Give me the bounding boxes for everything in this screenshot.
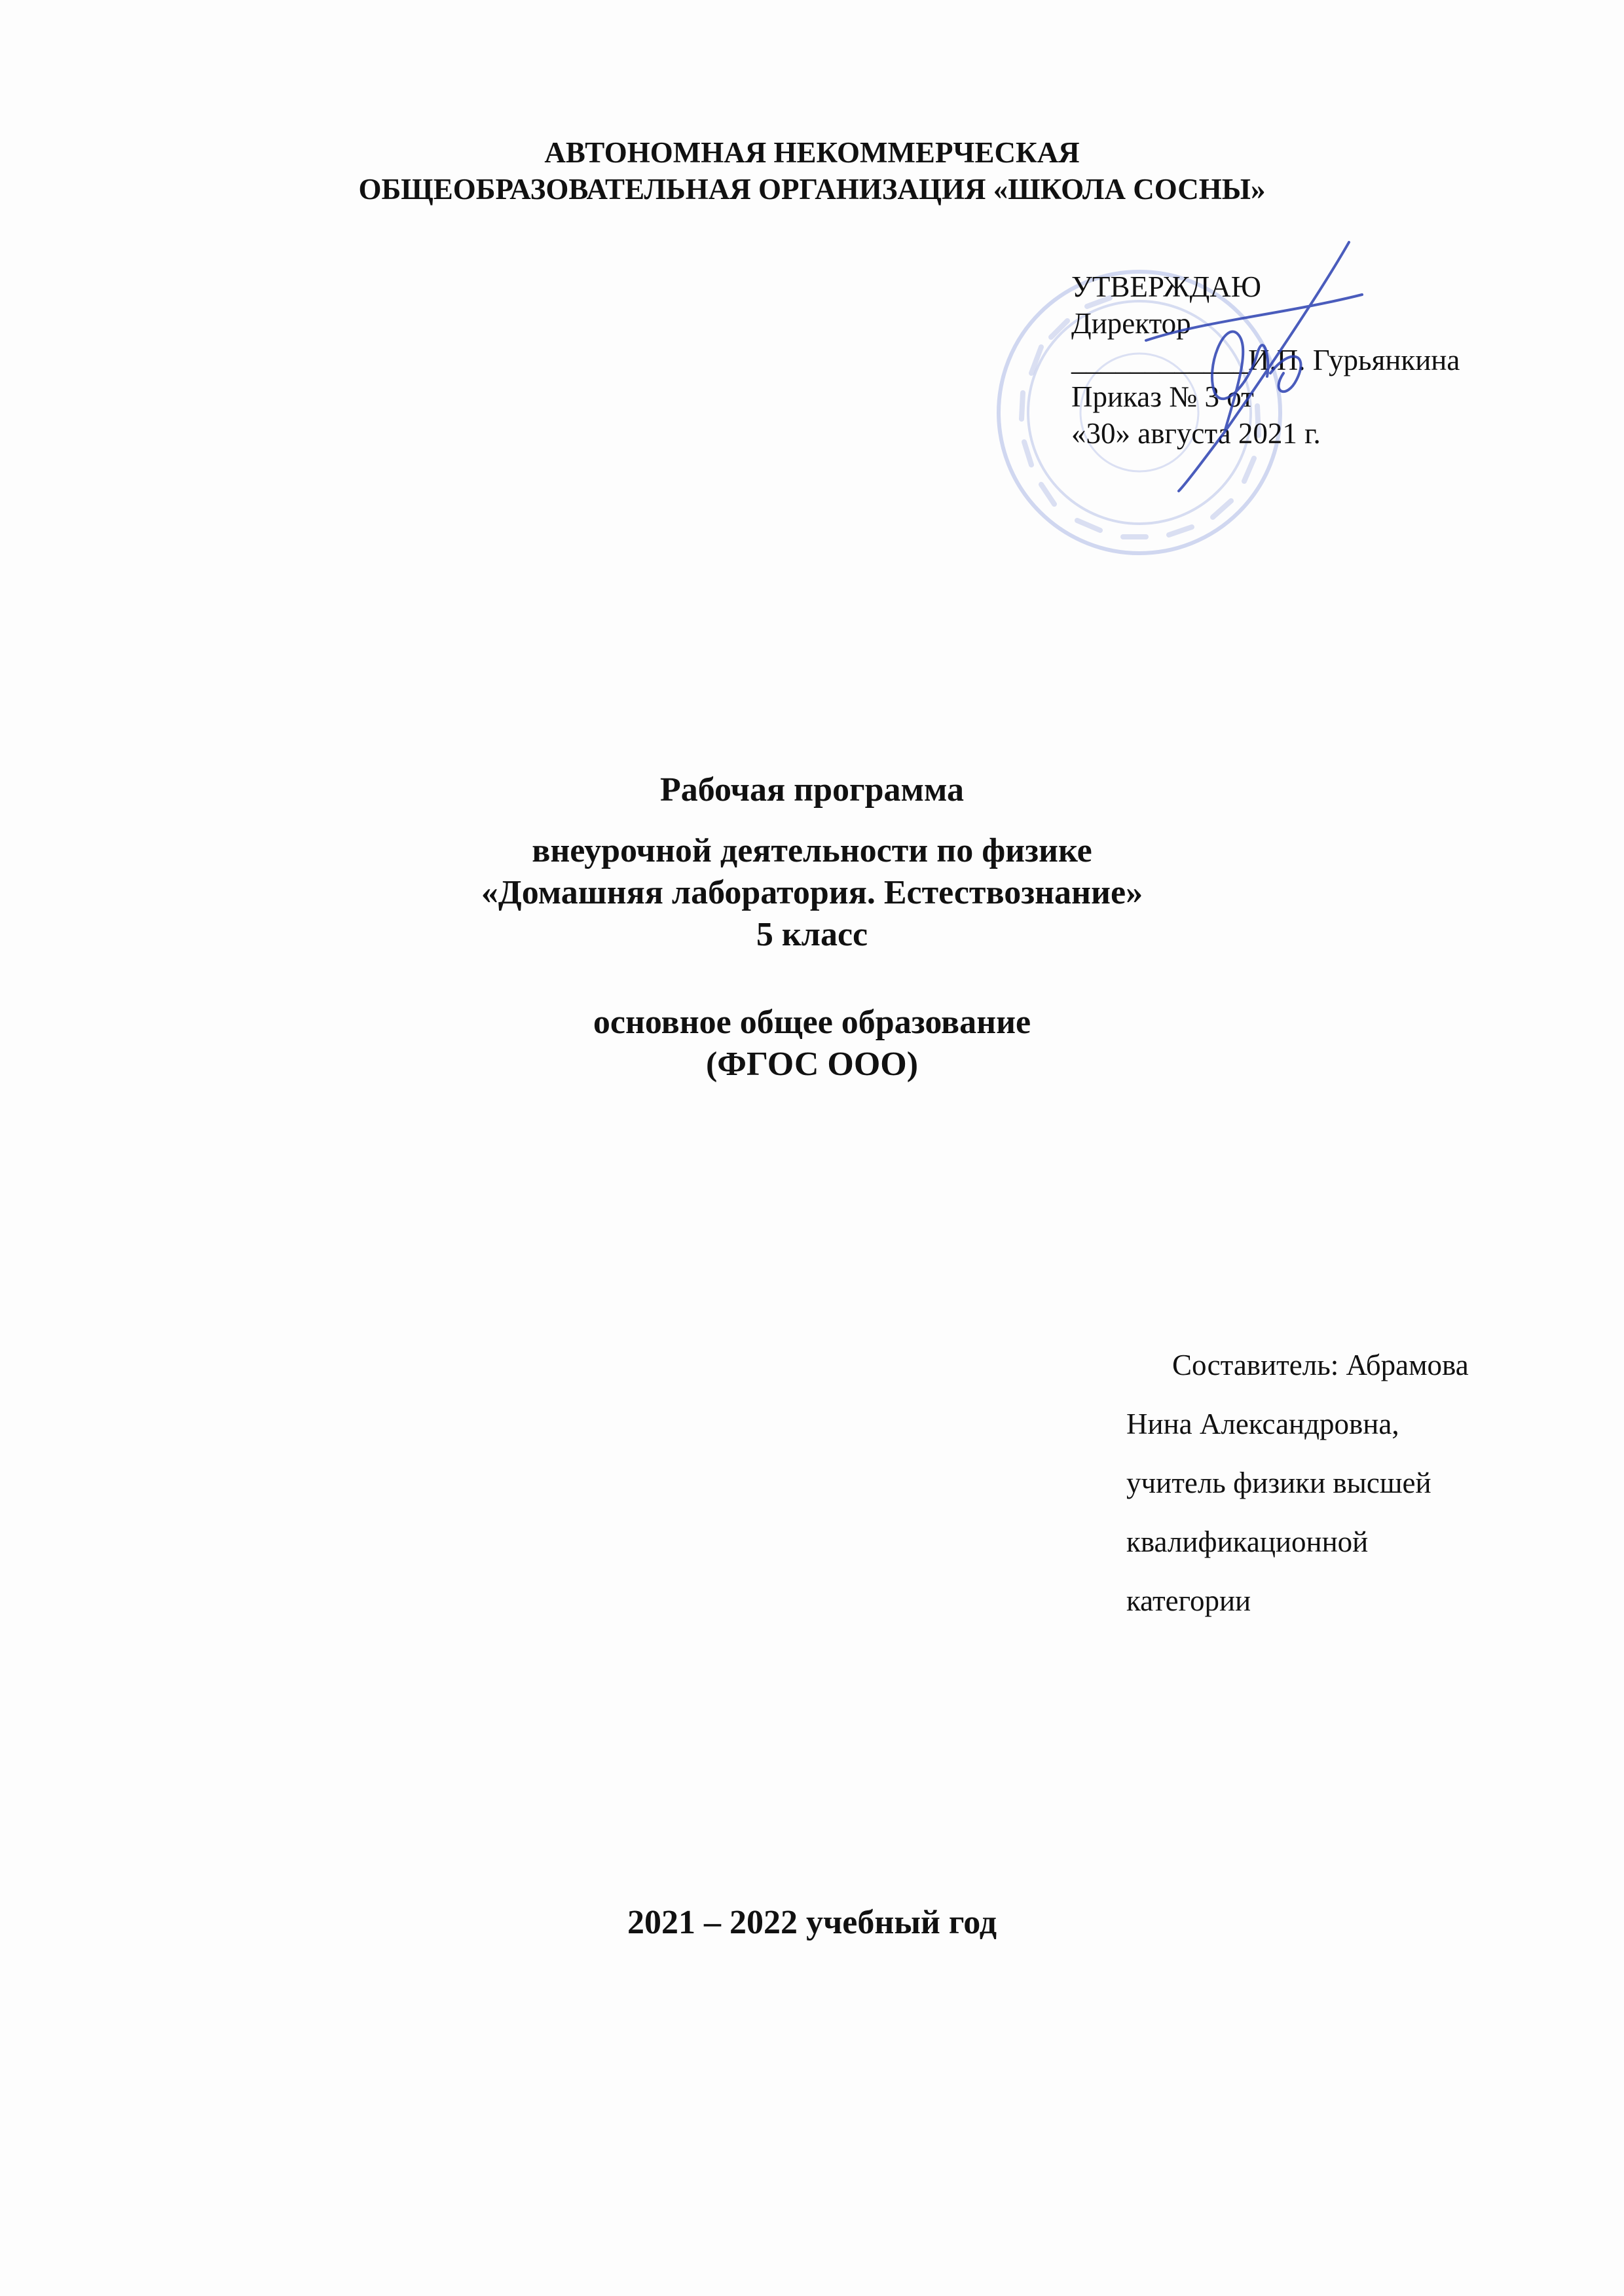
education-level: [0, 1002, 1624, 1085]
approval-signatory-line: [1071, 342, 1460, 378]
signatory-name: И.П. Гурьянкина: [1248, 344, 1460, 376]
document-title: Рабочая программа: [659, 771, 965, 809]
program-description: [0, 830, 1624, 956]
program-line-2: «Домашняя лаборатория. Естествознание»: [481, 874, 1143, 911]
approval-order: Приказ № 3 от: [1071, 380, 1254, 413]
compiler-line-2: Нина Александровна,: [1126, 1408, 1399, 1440]
signature-blank: ____________: [1071, 344, 1248, 376]
level-line-2: (ФГОС ООО): [705, 1046, 919, 1083]
program-line-1: внеурочной деятельности по физике: [532, 832, 1092, 869]
compiler-line-5: категории: [1126, 1584, 1251, 1617]
compiler-line-3: учитель физики высшей: [1126, 1467, 1431, 1499]
org-name-line-2: ОБЩЕОБРАЗОВАТЕЛЬНАЯ ОРГАНИЗАЦИЯ «ШКОЛА СОСНЫ»: [358, 173, 1266, 206]
level-line-1: основное общее образование: [593, 1004, 1031, 1041]
approval-date: «30» августа 2021 г.: [1071, 417, 1321, 450]
organization-header: [0, 134, 1624, 208]
approval-heading: УТВЕРЖДАЮ: [1071, 270, 1262, 303]
compiler-block: [1126, 1336, 1469, 1630]
org-name-line-1: АВТОНОМНАЯ НЕКОММЕРЧЕСКАЯ: [544, 136, 1080, 169]
compiler-line-1: Составитель: Абрамова: [1172, 1349, 1469, 1381]
program-line-3: 5 класс: [756, 916, 868, 953]
compiler-line-4: квалификационной: [1126, 1525, 1369, 1558]
approval-position: Директор: [1071, 307, 1191, 340]
approval-block: [1071, 268, 1460, 452]
academic-year: 2021 – 2022 учебный год: [627, 1904, 997, 1941]
